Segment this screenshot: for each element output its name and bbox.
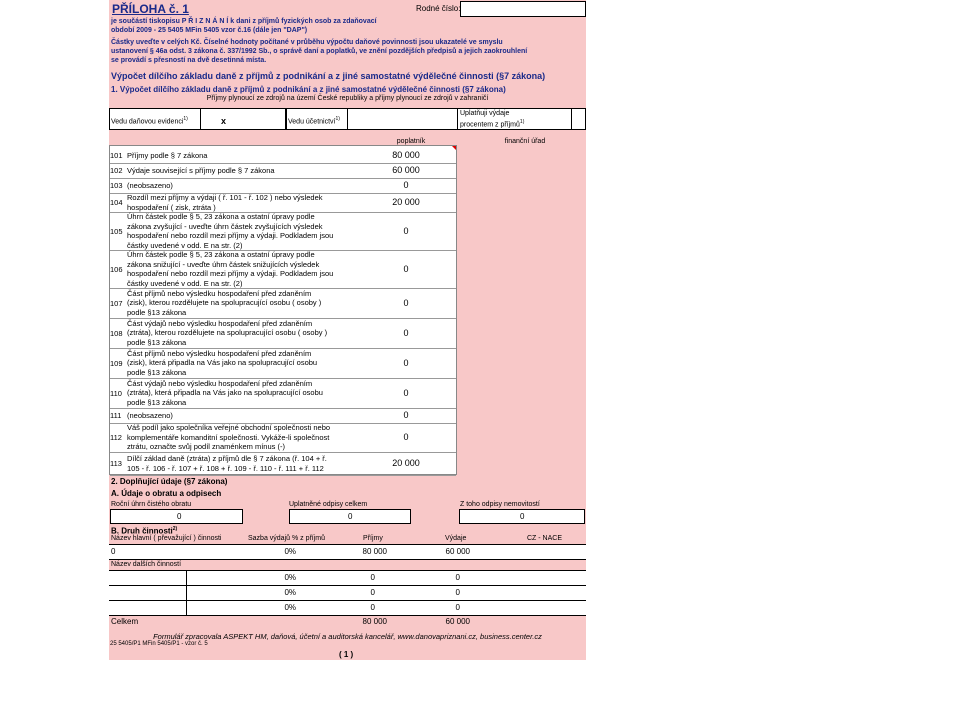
vydaje-checkbox[interactable] (572, 109, 585, 129)
row-label (127, 454, 327, 473)
subsection-title: 1. Výpočet dílčího základu daně z příjmů z podnikání a z jiné samostatné výdělečné činnosti (§7 zákona) (111, 85, 506, 94)
row-label-line: ztrátu, označte svůj podíl znaménkem mínus (-) (127, 442, 285, 452)
row-number: 101 (110, 151, 123, 160)
row-value[interactable]: 80 000 (392, 150, 420, 160)
row-value[interactable]: 0 (403, 410, 409, 420)
row-label-line: komplementáře komanditní společnosti. Vykáže-li společnost (127, 432, 330, 442)
row-value[interactable]: 0 (403, 225, 409, 236)
row-value[interactable]: 20 000 (392, 197, 420, 207)
row-label-line: (neobsazeno) (127, 410, 173, 420)
table-row (110, 378, 456, 408)
row-label (127, 250, 333, 288)
row-value[interactable]: 0 (403, 327, 409, 338)
footer-credit: Formulář zpracovala ASPEKT HM, daňová, účetní a auditorská kancelář, www.danovapriznani.cz, business.center.cz (153, 632, 542, 641)
intro-line-4: ustanovení § 46a odst. 3 zákona č. 337/1992 Sb., o správě daní a poplatků, ve znění pozdějších předpisů a jejich zaokrouhlení (111, 48, 528, 55)
intro-line-3: Částky uveďte v celých Kč. Číselné hodnoty počítané v průběhu výpočtu daňové povinnosti jsou ukazatelé ve smyslu (111, 39, 503, 46)
other-3-prijmy[interactable]: 0 (370, 603, 375, 612)
row-number: 105 (110, 226, 123, 236)
col-financni-urad: finanční úřad (504, 138, 546, 145)
row-label-line: Část příjmů nebo výsledku hospodaření před zdaněním (127, 288, 312, 298)
table-row (110, 318, 456, 348)
row-label (127, 319, 327, 348)
row-value[interactable]: 0 (403, 297, 409, 308)
row-label-line: (zisk), která připadla na Vás jako na spolupracující osobu (127, 358, 318, 368)
table-row (110, 408, 456, 423)
obrat-field[interactable]: 0 (110, 509, 243, 524)
other-2-prijmy[interactable]: 0 (370, 588, 375, 597)
row-number: 109 (110, 358, 123, 368)
row-label-line: zákona zvyšující - uveďte úhrn částek zvyšujících výsledek (127, 221, 323, 231)
ucetnictvi-checkbox[interactable] (348, 109, 456, 129)
table-row (110, 163, 456, 178)
row-label-line: (ztráta), kterou rozdělujete na spolupracující osobu ( osoby ) (127, 328, 328, 338)
row-label-line: Rozdíl mezi příjmy a výdaji ( ř. 101 - ř. 102 ) nebo výsledek (127, 193, 323, 202)
row-label-line: Úhrn částek podle § 5, 23 zákona a ostatní úpravy podle (127, 212, 315, 221)
row-number: 113 (110, 459, 122, 468)
row-label-line: Výdaje související s příjmy podle § 7 zákona (127, 165, 275, 175)
row-label-line: hospodaření ( zisk, ztráta ) (127, 202, 216, 212)
col-prijmy: Příjmy (363, 535, 383, 542)
row-label-line: (neobsazeno) (127, 180, 173, 190)
col-hlavni: Název hlavní ( převažující ) činnosti (111, 535, 222, 542)
row-value[interactable]: 0 (403, 357, 409, 368)
odpisy-field[interactable]: 0 (289, 509, 411, 524)
row-value[interactable]: 60 000 (392, 165, 420, 175)
subsection-note: Příjmy plynoucí ze zdrojů na území České republiky a příjmy plynoucí ze zdrojů v zahraničí (206, 95, 489, 102)
celkem-label: Celkem (111, 617, 139, 626)
table-row (110, 452, 456, 475)
other-3-sazba[interactable]: 0% (284, 603, 296, 612)
row-label-line: částky uvedené v odd. E na str. (2) (127, 278, 243, 288)
table-row (110, 423, 456, 452)
row-value[interactable]: 0 (403, 180, 409, 190)
col-poplatnik: poplatník (396, 138, 426, 145)
table-row (110, 148, 456, 163)
table-row (110, 178, 456, 193)
row-number: 103 (110, 181, 123, 190)
intro-line-1: je součástí tiskopisu P Ř I Z N Á N Í k dani z příjmů fyzických osob za zdaňovací (111, 18, 377, 25)
col-vydaje: Výdaje (445, 535, 467, 542)
row-number: 112 (110, 433, 122, 442)
row-label-line: Část výdajů nebo výsledku hospodaření před zdaněním (127, 318, 313, 328)
ucetnictvi-label: Vedu účetnictví$^{1)}$ (288, 116, 340, 126)
row-label (127, 349, 317, 378)
vydaje-label: Uplatňuji výdaje procentem z příjmů$^{1)}$ (460, 110, 525, 129)
rodne-cislo-field[interactable] (460, 1, 586, 17)
row-number: 106 (110, 264, 123, 274)
page-number: ( 1 ) (339, 650, 354, 659)
other-1-prijmy[interactable]: 0 (370, 573, 375, 582)
row-label-line: Část příjmů nebo výsledku hospodaření před zdaněním (127, 348, 312, 358)
part2-title: 2. Doplňující údaje (§7 zákona) (111, 477, 228, 486)
row-label (127, 289, 321, 318)
section-title: Výpočet dílčího základu daně z příjmů z podnikání a z jiné samostatné výdělečné činnosti (§7 zákona) (111, 71, 546, 81)
row-value[interactable]: 20 000 (392, 458, 420, 468)
other-1-sazba[interactable]: 0% (284, 573, 296, 582)
other-1-vydaje[interactable]: 0 (455, 573, 460, 582)
odpisy-label: Uplatněné odpisy celkem (289, 501, 368, 508)
row-label-line: hospodaření nebo rozdíl mezi příjmy a výdaji. Podkladem jsou (127, 269, 334, 278)
row-label (127, 379, 323, 408)
row-label-line: částky uvedené v odd. E na str. (2) (127, 240, 243, 250)
nemovitosti-field[interactable]: 0 (459, 509, 585, 524)
intro-line-2: období 2009 - 25 5405 MFin 5405 vzor č.16 (dále jen "DAP") (111, 27, 308, 34)
obrat-label: Roční úhrn čistého obratu (111, 501, 192, 508)
row-label-line: 105 - ř. 106 - ř. 107 + ř. 108 + ř. 109 - ř. 110 - ř. 111 + ř. 112 (127, 463, 324, 473)
row-label (127, 411, 173, 421)
table-row (110, 288, 456, 318)
row-number: 108 (110, 328, 123, 338)
nemovitosti-label: Z toho odpisy nemovitostí (460, 501, 540, 508)
page-title: PŘÍLOHA č. 1 (112, 2, 189, 16)
row-label-line: Část výdajů nebo výsledku hospodaření před zdaněním (127, 378, 313, 388)
row-label-line: Příjmy podle § 7 zákona (127, 150, 208, 160)
row-label-line: podle §13 zákona (127, 307, 187, 317)
col-sazba: Sazba výdajů % z příjmů (248, 535, 326, 542)
row-label-line: podle §13 zákona (127, 367, 187, 377)
row-number: 110 (110, 388, 122, 398)
row-label (127, 151, 207, 161)
row-value[interactable]: 0 (403, 432, 409, 442)
row-label-line: hospodaření nebo rozdíl mezi příjmy a výdaji. Podkladem jsou (127, 231, 334, 240)
evidence-label: Vedu daňovou evidenci$^{1)}$ (111, 116, 188, 126)
celkem-vydaje: 60 000 (445, 617, 470, 626)
row-value[interactable]: 0 (403, 263, 409, 274)
row-label-line: Dílčí základ daně (ztráta) z příjmů dle § 7 zákona (ř. 104 + ř. (127, 454, 327, 463)
row-label-line: podle §13 zákona (127, 397, 187, 407)
row-label-line: Úhrn částek podle § 5, 23 zákona a ostatní úpravy podle (127, 250, 315, 259)
row-separator (110, 475, 456, 476)
row-label (127, 423, 330, 452)
table-row (110, 212, 456, 250)
other-2-sazba[interactable]: 0% (284, 588, 296, 597)
main-activity-name[interactable]: 0 (111, 547, 116, 556)
dalsi-label: Název dalších činností (111, 561, 182, 568)
row-number: 104 (110, 198, 123, 207)
row-label-line: (zisk), kterou rozdělujete na spolupracující osobu ( osoby ) (127, 298, 322, 308)
row-label-line: Váš podíl jako společníka veřejné obchodní společnosti nebo (127, 423, 331, 433)
table-row (110, 348, 456, 378)
row-label (127, 181, 173, 191)
main-vydaje[interactable]: 60 000 (445, 547, 470, 556)
row-number: 107 (110, 298, 123, 308)
other-2-vydaje[interactable]: 0 (455, 588, 460, 597)
row-label-line: podle §13 zákona (127, 337, 187, 347)
table-row (110, 250, 456, 288)
rodne-cislo-label: Rodné číslo: (416, 4, 461, 13)
part2-a-title: A. Údaje o obratu a odpisech (111, 489, 222, 498)
other-3-vydaje[interactable]: 0 (455, 603, 460, 612)
row-number: 102 (110, 166, 123, 175)
main-prijmy[interactable]: 80 000 (362, 547, 387, 556)
evidence-checkbox[interactable]: x (221, 116, 227, 126)
row-label (127, 166, 275, 176)
main-sazba[interactable]: 0% (284, 547, 296, 556)
table-row (110, 193, 456, 212)
col-cz-nace: CZ - NACE (527, 535, 562, 542)
intro-line-5: se provádí s přesností na dvě desetinná místa. (111, 57, 267, 64)
row-number: 111 (110, 411, 122, 420)
row-label-line: (ztráta), která připadla na Vás jako na spolupracující osobu (127, 388, 323, 398)
footer-code: 25 5405/P1 MFin 5405/P1 - vzor č. 5 (110, 641, 208, 647)
part2-b-title: B. Druh činnosti$^{2)}$ (111, 526, 178, 536)
row-value[interactable]: 0 (403, 387, 409, 398)
row-label (127, 193, 323, 212)
row-label-line: zákona snižující - uveďte úhrn částek snižujících výsledek (127, 259, 320, 269)
celkem-prijmy: 80 000 (362, 617, 387, 626)
row-label (127, 212, 333, 250)
